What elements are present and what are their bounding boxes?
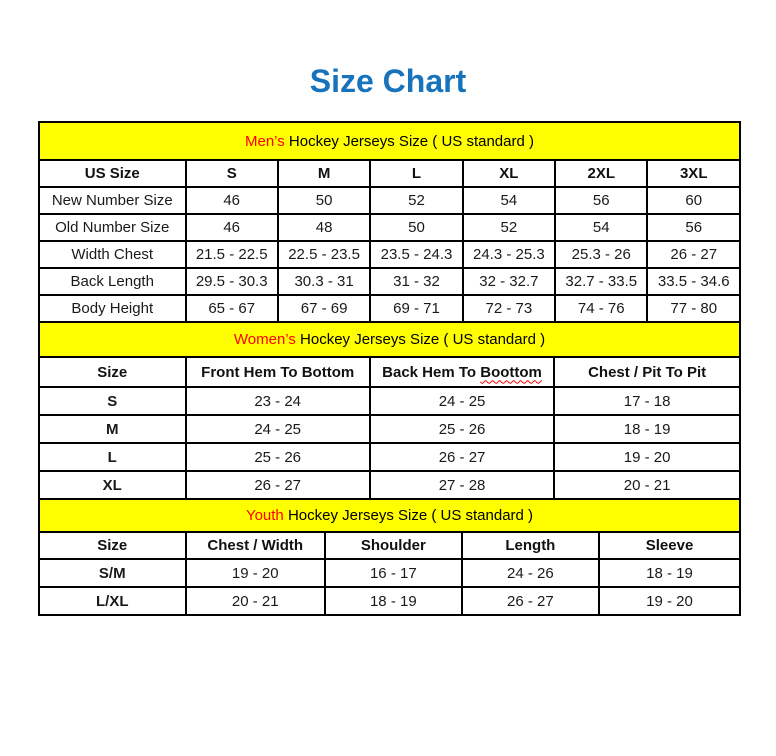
column-header: 2XL: [555, 160, 647, 187]
size-value-cell: 19 - 20: [554, 443, 740, 471]
size-value-cell: 27 - 28: [370, 471, 554, 499]
size-value-cell: 30.3 - 31: [278, 268, 370, 295]
size-value-cell: 46: [186, 187, 278, 214]
column-header: XL: [463, 160, 555, 187]
size-value-cell: 32 - 32.7: [463, 268, 555, 295]
table-row: [39, 443, 740, 471]
column-header: US Size: [39, 160, 186, 187]
table-row: [39, 387, 740, 415]
size-value-cell: 24 - 25: [186, 415, 370, 443]
column-header: Shoulder: [325, 532, 462, 559]
mens-band-highlight: Men’s: [244, 132, 285, 150]
size-value-cell: 33.5 - 34.6: [647, 268, 740, 295]
table-row: [39, 295, 740, 322]
size-value-cell: 52: [463, 214, 555, 241]
size-value-cell: 50: [278, 187, 370, 214]
size-value-cell: 48: [278, 214, 370, 241]
size-value-cell: 24 - 26: [462, 559, 599, 587]
table-row: [39, 187, 740, 214]
table-row: [39, 559, 740, 587]
column-header: M: [278, 160, 370, 187]
size-value-cell: 22.5 - 23.5: [278, 241, 370, 268]
youth-size-table: [38, 498, 741, 616]
column-header: Size: [39, 357, 186, 387]
column-header: [370, 357, 554, 387]
row-label: Width Chest: [39, 241, 186, 268]
size-value-cell: 18 - 19: [599, 559, 740, 587]
womens-band-text: Hockey Jerseys Size ( US standard ): [295, 331, 546, 348]
youth-section-band: [39, 499, 740, 532]
size-value-cell: 26 - 27: [370, 443, 554, 471]
column-header: Chest / Pit To Pit: [554, 357, 740, 387]
size-value-cell: 18 - 19: [325, 587, 462, 615]
size-value-cell: 29.5 - 30.3: [186, 268, 278, 295]
size-value-cell: 18 - 19: [554, 415, 740, 443]
column-header: 3XL: [647, 160, 740, 187]
size-value-cell: 60: [647, 187, 740, 214]
size-value-cell: 21.5 - 22.5: [186, 241, 278, 268]
size-value-cell: 74 - 76: [555, 295, 647, 322]
column-header: Size: [39, 532, 186, 559]
size-value-cell: 20 - 21: [186, 587, 325, 615]
size-value-cell: 31 - 32: [370, 268, 462, 295]
column-header: L: [370, 160, 462, 187]
size-value-cell: 50: [370, 214, 462, 241]
size-chart-tables: [38, 121, 741, 616]
table-row: [39, 268, 740, 295]
womens-size-table: [38, 321, 741, 500]
size-value-cell: 23.5 - 24.3: [370, 241, 462, 268]
size-value-cell: 54: [555, 214, 647, 241]
size-value-cell: 77 - 80: [647, 295, 740, 322]
column-header: S: [186, 160, 278, 187]
size-value-cell: 26 - 27: [186, 471, 370, 499]
column-header: Chest / Width: [186, 532, 325, 559]
size-value-cell: 16 - 17: [325, 559, 462, 587]
womens-section-band: [39, 322, 740, 357]
size-value-cell: 65 - 67: [186, 295, 278, 322]
size-value-cell: 23 - 24: [186, 387, 370, 415]
size-value-cell: 46: [186, 214, 278, 241]
size-value-cell: 56: [555, 187, 647, 214]
row-label: Back Length: [39, 268, 186, 295]
row-label: Body Height: [39, 295, 186, 322]
size-value-cell: 32.7 - 33.5: [555, 268, 647, 295]
size-value-cell: 19 - 20: [186, 559, 325, 587]
size-value-cell: 67 - 69: [278, 295, 370, 322]
size-value-cell: 72 - 73: [463, 295, 555, 322]
size-value-cell: 26 - 27: [462, 587, 599, 615]
youth-band-text: Hockey Jerseys Size ( US standard ): [283, 507, 534, 524]
size-value-cell: 26 - 27: [647, 241, 740, 268]
womens-band-highlight: Women’s: [233, 331, 296, 348]
column-header: Length: [462, 532, 599, 559]
row-label: New Number Size: [39, 187, 186, 214]
column-header: Front Hem To Bottom: [186, 357, 370, 387]
row-label: L/XL: [39, 587, 186, 615]
row-label: M: [39, 415, 186, 443]
mens-section-band: [39, 122, 740, 160]
mens-size-table: [38, 121, 741, 323]
size-value-cell: 25.3 - 26: [555, 241, 647, 268]
row-label: S: [39, 387, 186, 415]
table-row: [39, 415, 740, 443]
row-label: Old Number Size: [39, 214, 186, 241]
size-value-cell: 20 - 21: [554, 471, 740, 499]
table-row: [39, 214, 740, 241]
size-value-cell: 69 - 71: [370, 295, 462, 322]
size-value-cell: 25 - 26: [370, 415, 554, 443]
column-header: Sleeve: [599, 532, 740, 559]
size-value-cell: 54: [463, 187, 555, 214]
size-value-cell: 24 - 25: [370, 387, 554, 415]
size-chart-page: [0, 63, 776, 610]
page-title: Size Chart: [309, 63, 467, 99]
row-label: S/M: [39, 559, 186, 587]
youth-band-highlight: Youth: [245, 507, 284, 524]
size-value-cell: 56: [647, 214, 740, 241]
table-row: [39, 471, 740, 499]
misspelled-word-squiggle: Boottom: [480, 363, 542, 381]
table-row: [39, 241, 740, 268]
size-value-cell: 52: [370, 187, 462, 214]
size-value-cell: 19 - 20: [599, 587, 740, 615]
column-header-text: Back Hem To: [382, 363, 481, 381]
size-value-cell: 17 - 18: [554, 387, 740, 415]
size-value-cell: 25 - 26: [186, 443, 370, 471]
row-label: L: [39, 443, 186, 471]
size-value-cell: 24.3 - 25.3: [463, 241, 555, 268]
table-row: [39, 587, 740, 615]
row-label: XL: [39, 471, 186, 499]
mens-band-text: Hockey Jerseys Size ( US standard ): [284, 132, 534, 150]
